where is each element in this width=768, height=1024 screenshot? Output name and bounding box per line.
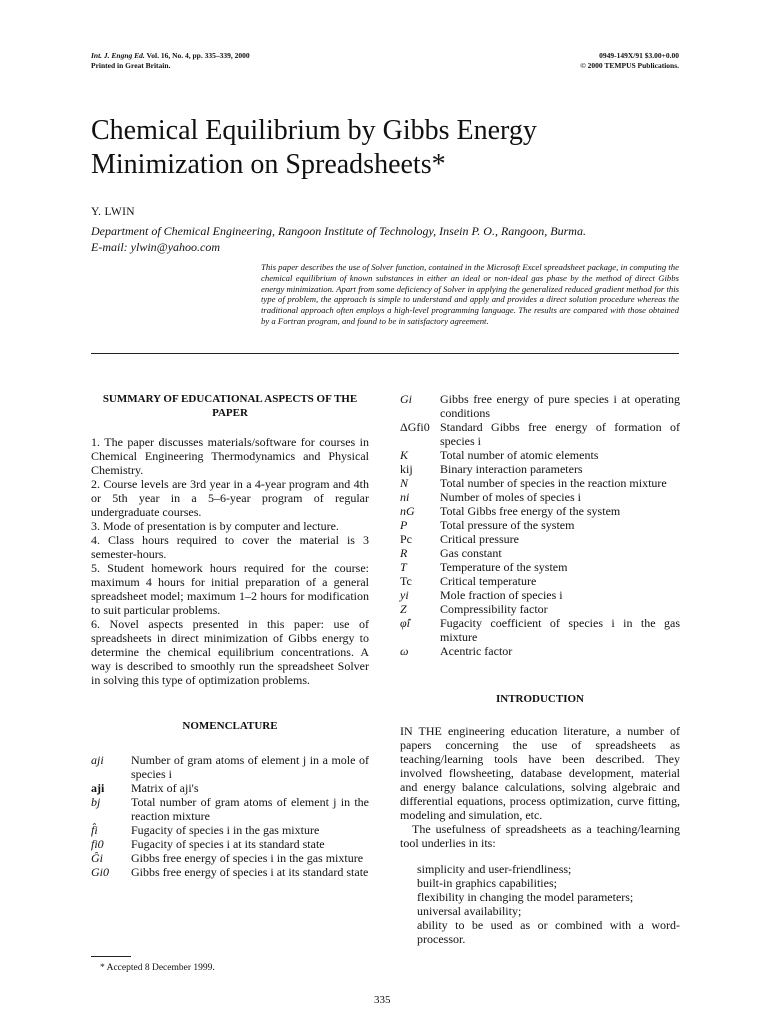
nomenclature-definition: Gas constant (440, 546, 502, 560)
nomenclature-symbol: T (400, 560, 407, 574)
intro-list-item: universal availability; (417, 904, 522, 918)
nomenclature-row (400, 532, 680, 546)
nomenclature-symbol: ni (400, 490, 410, 504)
nomenclature-definition: Critical pressure (440, 532, 519, 546)
footnote: * Accepted 8 December 1999. (100, 963, 215, 973)
nomenclature-definition: Matrix of aji's (131, 781, 199, 795)
introduction-body (400, 724, 680, 946)
nomenclature-row (400, 504, 680, 518)
nomenclature-row (400, 574, 680, 588)
nomenclature-row (400, 546, 680, 560)
introduction-heading: INTRODUCTION (495, 693, 584, 705)
nomenclature-symbol: Tc (400, 574, 412, 588)
intro-list-item: simplicity and user-friendliness; (417, 862, 572, 876)
issn: 0949-149X/91 $3.00+0.00 (599, 51, 679, 60)
nomenclature-symbol: yi (400, 588, 409, 602)
nomenclature-definition: Total pressure of the system (440, 518, 575, 532)
journal-header (91, 51, 250, 71)
nomenclature-definition: Gibbs free energy of pure species i at operating conditions (440, 392, 680, 420)
nomenclature-definition: Fugacity of species i at its standard state (131, 837, 325, 851)
author: Y. LWIN (91, 206, 135, 218)
nomenclature-heading: NOMENCLATURE (182, 720, 278, 732)
nomenclature-row (400, 476, 680, 490)
summary-item: 2. Course levels are 3rd year in a 4-year program and 4th or 5th year in a 5–6-year program of regular undergraduate courses. (91, 477, 369, 519)
summary-item: 1. The paper discusses materials/software for courses in Chemical Engineering Thermodynamics and Physical Chemistry. (91, 435, 369, 477)
nomenclature-row (400, 518, 680, 532)
nomenclature-row (91, 837, 369, 851)
nomenclature-definition: Gibbs free energy of species i in the gas mixture (131, 851, 364, 865)
nomenclature-symbol: φ̂i (400, 616, 410, 630)
nomenclature-definition: Critical temperature (440, 574, 537, 588)
nomenclature-definition: Fugacity of species i in the gas mixture (131, 823, 320, 837)
journal-name: Int. J. Engng Ed. (91, 51, 145, 60)
citation: Vol. 16, No. 4, pp. 335–339, 2000 (146, 51, 250, 60)
nomenclature-symbol: fi0 (91, 837, 104, 851)
page-number: 335 (374, 994, 391, 1006)
summary-item: 4. Class hours required to cover the material is 3 semester-hours. (91, 533, 369, 561)
nomenclature-definition: Number of moles of species i (440, 490, 581, 504)
nomenclature-row (400, 490, 680, 504)
intro-paragraph-1: IN THE engineering education literature, a number of papers concerning the use of spreadsheets as teaching/learning tools have been described. They involved flowsheeting, database development, material and energy balance calculations, solving algebraic and differential equations, process optimization, curve fitting, modeling and simulation, etc. (400, 724, 680, 822)
nomenclature-row (400, 462, 680, 476)
nomenclature-row (91, 781, 369, 795)
nomenclature-row (91, 753, 369, 781)
nomenclature-definition: Number of gram atoms of element j in a mole of species i (131, 753, 369, 781)
summary-heading: SUMMARY OF EDUCATIONAL ASPECTS OF THE PAPER (102, 393, 358, 419)
nomenclature-definition: Total Gibbs free energy of the system (440, 504, 621, 518)
nomenclature-row (91, 865, 369, 879)
title-line-1: Chemical Equilibrium by Gibbs Energy (91, 115, 537, 146)
nomenclature-row (91, 823, 369, 837)
nomenclature-definition: Binary interaction parameters (440, 462, 583, 476)
nomenclature-row (400, 448, 680, 462)
printed-in: Printed in Great Britain. (91, 61, 171, 70)
nomenclature-row (400, 644, 680, 658)
nomenclature-symbol: N (400, 476, 409, 490)
nomenclature-symbol: Gi (400, 392, 412, 406)
nomenclature-definition: Standard Gibbs free energy of formation of species i (440, 420, 680, 448)
nomenclature-definition: Gibbs free energy of species i at its standard state (131, 865, 369, 879)
nomenclature-symbol: kij (400, 462, 413, 476)
intro-list-item: ability to be used as or combined with a word-processor. (417, 918, 680, 946)
intro-list (417, 862, 680, 946)
nomenclature-symbol: R (400, 546, 408, 560)
nomenclature-row (400, 420, 680, 448)
nomenclature-symbol: Z (400, 602, 407, 616)
nomenclature-row (400, 616, 680, 644)
email: E-mail: ylwin@yahoo.com (91, 240, 221, 254)
nomenclature-definition: Temperature of the system (440, 560, 568, 574)
nomenclature-definition: Total number of species in the reaction mixture (440, 476, 667, 490)
nomenclature-row (400, 588, 680, 602)
nomenclature-definition: Mole fraction of species i (440, 588, 563, 602)
nomenclature-row (400, 560, 680, 574)
right-column (400, 392, 680, 946)
nomenclature-row (400, 392, 680, 420)
nomenclature-symbol: nG (400, 504, 415, 518)
intro-list-item: flexibility in changing the model parameters; (417, 890, 634, 904)
nomenclature-symbol: bj (91, 795, 101, 809)
nomenclature-list-right (400, 392, 680, 658)
copyright: © 2000 TEMPUS Publications. (580, 61, 679, 70)
nomenclature-list-left (91, 753, 369, 879)
title-line-2: Minimization on Spreadsheets* (91, 149, 446, 180)
nomenclature-symbol: aji (91, 781, 105, 795)
intro-paragraph-2: The usefulness of spreadsheets as a teaching/learning tool underlies in its: (400, 822, 680, 850)
nomenclature-symbol: aji (91, 753, 104, 767)
nomenclature-row (91, 851, 369, 865)
summary-list (91, 435, 369, 687)
summary-item: 5. Student homework hours required for the course: maximum 4 hours for initial preparation of a general spreadsheet model; maximum 1–2 hours for modification to suit particular problems. (91, 561, 369, 617)
nomenclature-symbol: Ĝi (91, 851, 103, 865)
summary-item: 6. Novel aspects presented in this paper: use of spreadsheets in direct minimization of Gibbs energy to determine the chemical equilibrium concentrations. A way is described to smoothly run the spreadsheet Solver in solving this type of optimization problems. (91, 617, 369, 687)
summary-item: 3. Mode of presentation is by computer and lecture. (91, 519, 339, 533)
abstract: This paper describes the use of Solver function, contained in the Microsoft Excel spreadsheet package, in computing the chemical equilibrium of known substances in either an ideal or non-ideal gas phase by the method of direct Gibbs energy minimization. Apart from some deficiency of Solver in applying the generalized reduced gradient method for this type of problem, the approach is simple to understand and apply and provides a direct solution procedure whereas the traditional approach often employs a high-level programming language. The results are compared with those obtained by a Fortran program, and found to be in satisfactory agreement. (261, 262, 679, 326)
intro-list-item: built-in graphics capabilities; (417, 876, 557, 890)
nomenclature-definition: Total number of gram atoms of element j in the reaction mixture (131, 795, 369, 823)
nomenclature-definition: Fugacity coefficient of species i in the gas mixture (440, 616, 680, 644)
nomenclature-definition: Acentric factor (440, 644, 513, 658)
nomenclature-symbol: P (400, 518, 408, 532)
nomenclature-symbol: ω (400, 644, 409, 658)
left-column (91, 392, 369, 879)
nomenclature-row (400, 602, 680, 616)
nomenclature-symbol: Gi0 (91, 865, 109, 879)
nomenclature-symbol: K (400, 448, 409, 462)
nomenclature-definition: Total number of atomic elements (440, 448, 599, 462)
divider (91, 353, 679, 354)
nomenclature-definition: Compressibility factor (440, 602, 548, 616)
publisher-header (580, 51, 679, 71)
nomenclature-symbol: Pc (400, 532, 412, 546)
nomenclature-row (91, 795, 369, 823)
nomenclature-symbol: f̂i (91, 823, 98, 837)
affiliation-block (91, 223, 691, 255)
paper-title (91, 114, 691, 182)
affiliation: Department of Chemical Engineering, Rangoon Institute of Technology, Insein P. O., Rangoon, Burma. (91, 224, 586, 238)
footnote-divider (91, 956, 131, 957)
nomenclature-symbol: ΔGfi0 (400, 420, 430, 434)
